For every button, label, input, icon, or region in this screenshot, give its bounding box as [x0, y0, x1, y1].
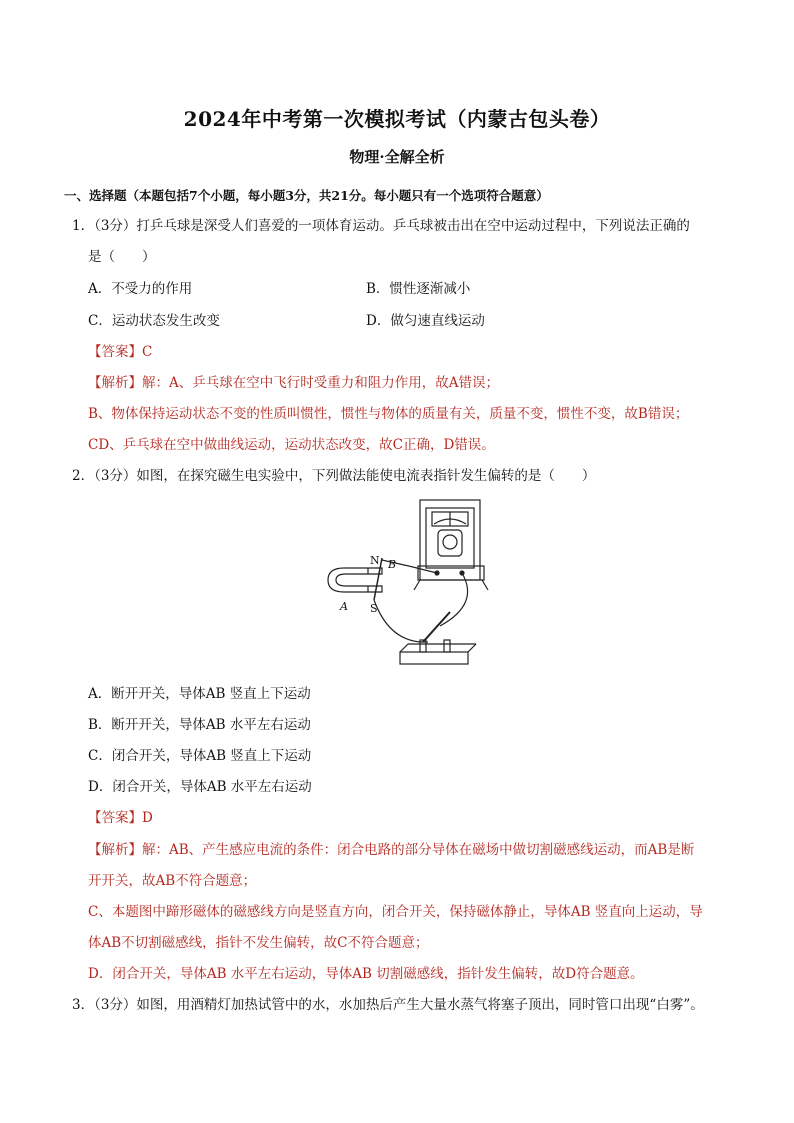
q1-analysis-3: CD、乒乓球在空中做曲线运动，运动状态改变，故C正确，D错误。	[88, 437, 495, 453]
q1-analysis-2: B、物体保持运动状态不变的性质叫惯性，惯性与物体的质量有关，质量不变，惯性不变，故B错误；	[88, 406, 689, 422]
page-title: 2024年中考第一次模拟考试（内蒙古包头卷）	[183, 107, 611, 131]
q1-analysis-1: 【解析】解：A、乒乓球在空中飞行时受重力和阻力作用，故A错误；	[88, 375, 499, 391]
q1-option-a: A．不受力的作用	[88, 281, 193, 297]
q1-stem-line1: 1．（3分）打乒乓球是深受人们喜爱的一项体育运动。乒乓球被击出在空中运动过程中，下列说法正确的	[72, 218, 690, 234]
q2-option-d: D．闭合开关，导体AB 水平左右运动	[88, 779, 312, 795]
switch-lever	[423, 612, 450, 642]
q2-option-c: C．闭合开关，导体AB 竖直上下运动	[88, 748, 312, 764]
label-b: B	[388, 558, 397, 571]
q2-analysis-1: 【解析】解：AB、产生感应电流的条件：闭合电路的部分导体在磁场中做切割磁感线运动，而AB是断	[88, 842, 695, 858]
q2-option-a: A．断开开关，导体AB 竖直上下运动	[88, 686, 311, 702]
q1-option-b: B．惯性逐渐减小	[366, 281, 471, 297]
q2-stem: 2．（3分）如图，在探究磁生电实验中，下列做法能使电流表指针发生偏转的是（ ）	[72, 468, 596, 484]
q3-stem: 3．（3分）如图，用酒精灯加热试管中的水，水加热后产生大量水蒸气将塞子顶出，同时管口出现“白雾”。	[72, 997, 704, 1013]
electromagnetic-induction-figure	[320, 494, 490, 674]
q2-analysis-5: D．闭合开关，导体AB 水平左右运动，导体AB 切割磁感线，指针发生偏转，故D符合题意。	[88, 966, 644, 982]
q1-stem-line2: 是（ ）	[88, 249, 156, 265]
q2-analysis-3: C、本题图中蹄形磁体的磁感线方向是竖直方向，闭合开关，保持磁体静止，导体AB 竖直向上运动，导	[88, 904, 703, 920]
section-heading: 一、选择题（本题包括7个小题，每小题3分，共21分。每小题只有一个选项符合题意）	[64, 188, 549, 203]
label-n: N	[370, 554, 380, 567]
q2-analysis-4: 体AB不切割磁感线，指针不发生偏转，故C不符合题意；	[88, 935, 429, 951]
q1-option-d: D．做匀速直线运动	[366, 313, 485, 329]
page-subtitle: 物理·全解全析	[349, 148, 445, 166]
q2-analysis-2: 开开关，故AB不符合题意；	[88, 873, 257, 889]
q1-option-c: C．运动状态发生改变	[88, 313, 220, 329]
horseshoe-magnet	[328, 568, 382, 592]
switch-base	[400, 652, 468, 664]
label-a: A	[340, 600, 348, 613]
q2-option-b: B．断开开关，导体AB 水平左右运动	[88, 717, 311, 733]
q2-answer: 【答案】D	[88, 810, 153, 826]
q1-answer: 【答案】C	[88, 344, 153, 360]
label-s: S	[370, 602, 378, 615]
